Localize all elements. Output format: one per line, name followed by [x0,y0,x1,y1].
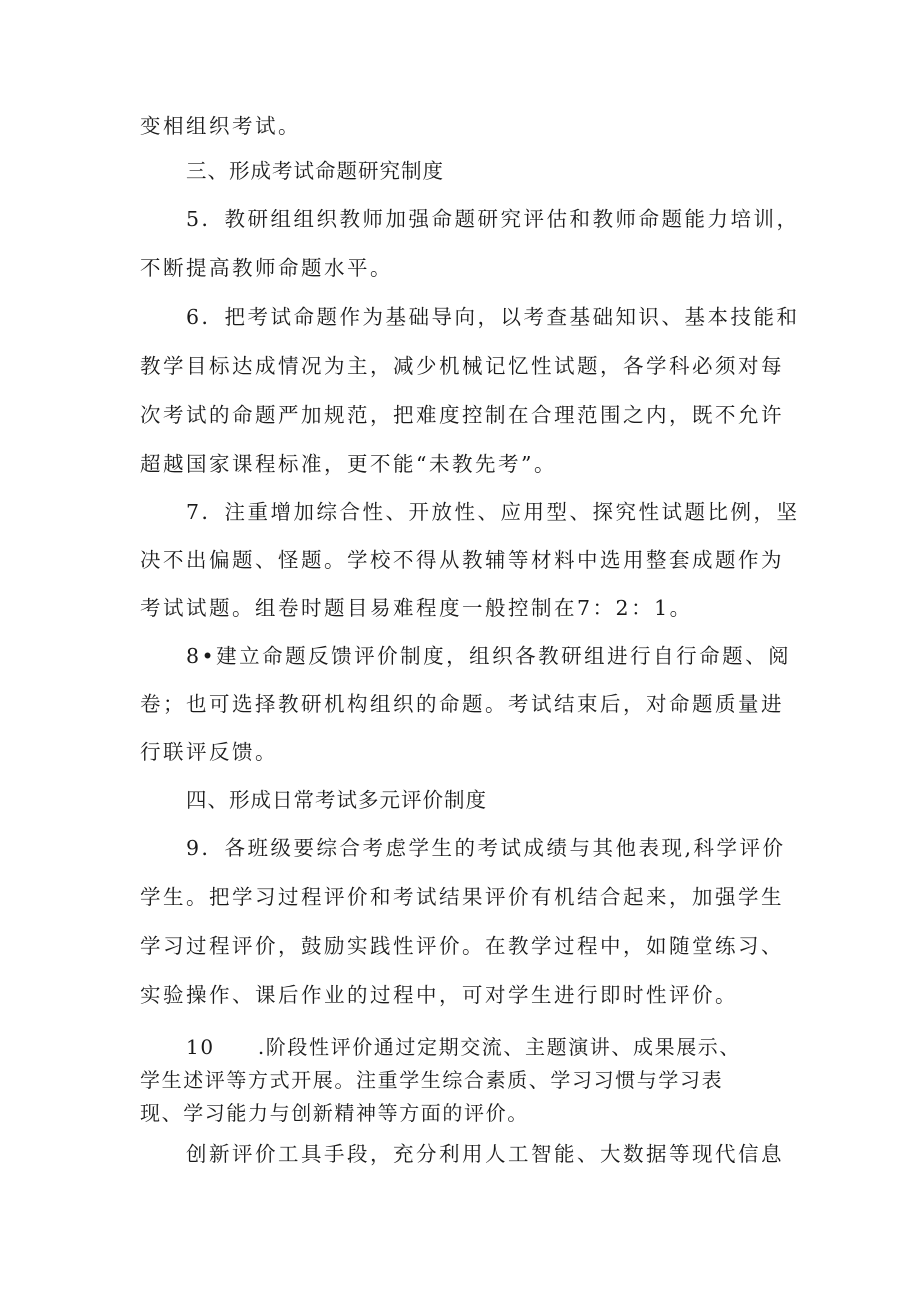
text-line: 变相组织考试。 [140,114,301,138]
text-line: 7．注重增加综合性、开放性、应用型、探究性试题比例，坚 [186,500,800,524]
text-line: 超越国家课程标准，更不能“未教先考”。 [140,452,557,476]
text-line: 卷；也可选择教研机构组织的命题。考试结束后，对命题质量进 [140,692,784,716]
text-line: 实验操作、课后作业的过程中，可对学生进行即时性评价。 [140,983,738,1007]
text-line: 不断提高教师命题水平。 [140,256,393,280]
text-line: 学生述评等方式开展。注重学生综合素质、学习习惯与学习表 [140,1068,724,1092]
text-line: 9．各班级要综合考虑学生的考试成绩与其他表现,科学评价 [186,836,786,860]
text-line: 学习过程评价，鼓励实践性评价。在教学过程中，如随堂练习、 [140,934,784,958]
text-line: 创新评价工具手段，充分利用人工智能、大数据等现代信息 [186,1142,784,1166]
text-line: 现、学习能力与创新精神等方面的评价。 [140,1101,529,1125]
text-line: 5．教研组组织教师加强命题研究评估和教师命题能力培训， [186,207,800,231]
text-line: 决不出偏题、怪题。学校不得从教辅等材料中选用整套成题作为 [140,548,784,572]
text-line: 学生。把学习过程评价和考试结果评价有机结合起来，加强学生 [140,885,784,909]
text-line: 行联评反馈。 [140,740,278,764]
text-line: 教学目标达成情况为主，减少机械记忆性试题，各学科必须对每 [140,354,784,378]
text-line: 次考试的命题严加规范，把难度控制在合理范围之内，既不允许 [140,403,784,427]
text-line: 8•建立命题反馈评价制度，组织各教研组进行自行命题、阅 [186,644,792,668]
text-line: 考试试题。组卷时题目易难程度一般控制在7：2：1。 [140,596,693,620]
section-heading: 四、形成日常考试多元评价制度 [186,788,487,812]
text-line: 6．把考试命题作为基础导向，以考查基础知识、基本技能和 [186,305,800,329]
text-line: 10 .阶段性评价通过定期交流、主题演讲、成果展示、 [186,1035,742,1059]
section-heading: 三、形成考试命题研究制度 [186,159,444,183]
